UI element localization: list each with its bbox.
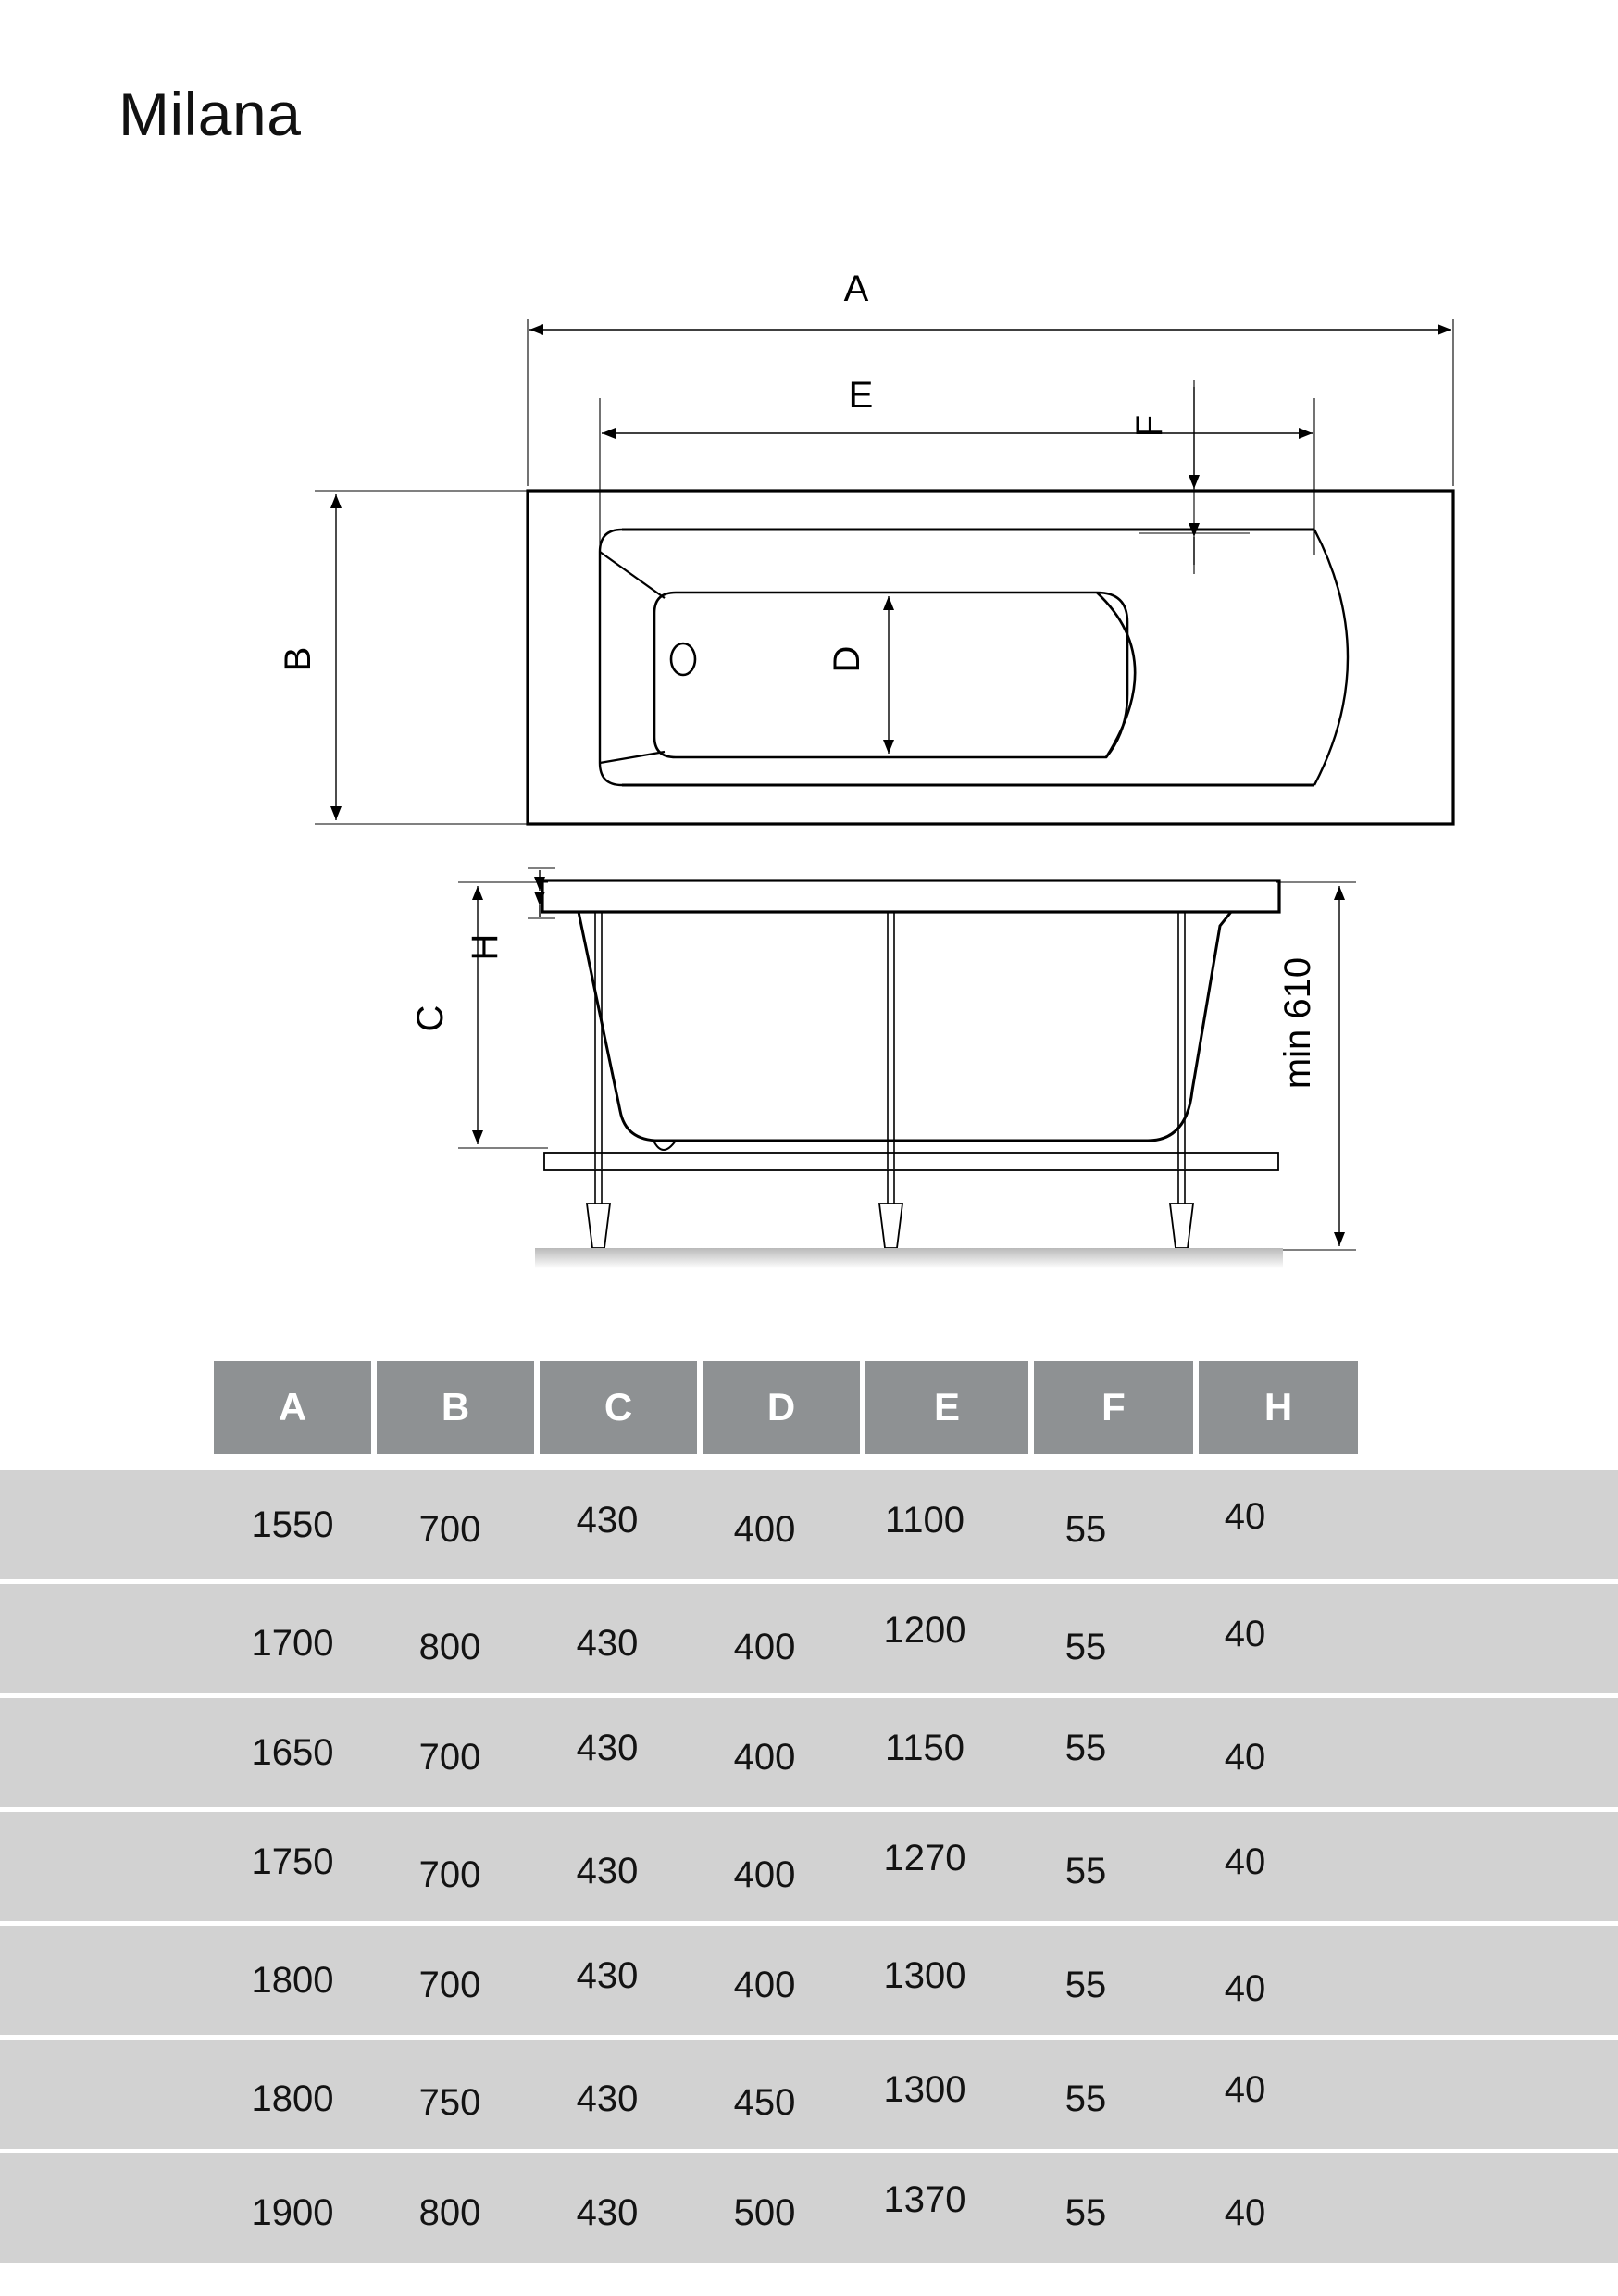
cell-h: 40 <box>1224 1841 1266 1882</box>
cell-h: 40 <box>1224 1736 1266 1778</box>
cell-a: 1650 <box>251 1731 334 1773</box>
dim-label-min-height: min 610 <box>1277 956 1318 1090</box>
table-header-b: B <box>377 1361 534 1454</box>
cell-b: 750 <box>418 2081 481 2123</box>
cell-c: 430 <box>576 1954 639 1996</box>
page-title: Milana <box>118 80 302 148</box>
cell-e: 1300 <box>883 2068 966 2110</box>
cell-h: 40 <box>1224 1613 1266 1654</box>
cell-e: 1150 <box>884 1727 965 1768</box>
cell-f: 55 <box>1064 1626 1107 1667</box>
cell-d: 500 <box>733 2191 796 2233</box>
cell-c: 430 <box>576 1727 639 1768</box>
dim-label-E: E <box>848 375 874 416</box>
table-header-a: A <box>214 1361 371 1454</box>
dim-label-B: B <box>278 646 318 672</box>
cell-e: 1370 <box>883 2178 966 2220</box>
table-row <box>0 1584 1618 1693</box>
cell-f: 55 <box>1064 1850 1107 1891</box>
cell-h: 40 <box>1224 2068 1266 2110</box>
table-row <box>0 1698 1618 1807</box>
cell-d: 400 <box>733 1736 796 1778</box>
table-row <box>0 1470 1618 1579</box>
table-header-row <box>0 1361 1618 1454</box>
cell-b: 700 <box>418 1964 481 2005</box>
cell-a: 1750 <box>251 1841 334 1882</box>
cell-f: 55 <box>1064 1727 1107 1768</box>
cell-e: 1200 <box>883 1609 966 1651</box>
cell-f: 55 <box>1064 2078 1107 2119</box>
cell-a: 1900 <box>251 2191 334 2233</box>
cell-c: 430 <box>576 1499 639 1541</box>
cell-f: 55 <box>1064 2191 1107 2233</box>
table-row <box>0 1812 1618 1921</box>
cell-b: 700 <box>418 1736 481 1778</box>
table-header-f: F <box>1034 1361 1193 1454</box>
cell-a: 1800 <box>251 1959 334 2001</box>
dim-label-D: D <box>827 645 867 673</box>
cell-b: 800 <box>418 2191 481 2233</box>
dim-label-A: A <box>843 268 869 309</box>
cell-a: 1800 <box>251 2078 334 2119</box>
table-header-d: D <box>703 1361 860 1454</box>
table-row <box>0 2040 1618 2149</box>
floor-line <box>535 1248 1283 1268</box>
cell-d: 450 <box>733 2081 796 2123</box>
dim-label-C: C <box>410 1004 451 1032</box>
cell-b: 700 <box>418 1508 481 1550</box>
cell-c: 430 <box>576 1622 639 1664</box>
table-header-e: E <box>865 1361 1028 1454</box>
cell-c: 430 <box>576 2191 639 2233</box>
dim-label-F: F <box>1129 414 1170 438</box>
cell-e: 1270 <box>883 1837 966 1878</box>
cell-d: 400 <box>733 1626 796 1667</box>
cell-d: 400 <box>733 1508 796 1550</box>
cell-d: 400 <box>733 1853 796 1895</box>
cell-e: 1300 <box>883 1954 966 1996</box>
dim-label-H: H <box>465 933 505 961</box>
cell-f: 55 <box>1064 1508 1107 1550</box>
cell-b: 700 <box>418 1853 481 1895</box>
cell-h: 40 <box>1224 1967 1266 2009</box>
cell-d: 400 <box>733 1964 796 2005</box>
table-row <box>0 2153 1618 2263</box>
table-header-c: C <box>540 1361 697 1454</box>
cell-c: 430 <box>576 2078 639 2119</box>
cell-a: 1550 <box>251 1504 334 1545</box>
table-body <box>0 1470 1618 2267</box>
cell-f: 55 <box>1064 1964 1107 2005</box>
cell-c: 430 <box>576 1850 639 1891</box>
cell-b: 800 <box>418 1626 481 1667</box>
table-header-h: H <box>1199 1361 1358 1454</box>
cell-h: 40 <box>1224 1495 1266 1537</box>
cell-e: 1100 <box>884 1499 965 1541</box>
cell-a: 1700 <box>251 1622 334 1664</box>
table-row <box>0 1926 1618 2035</box>
cell-h: 40 <box>1224 2191 1266 2233</box>
